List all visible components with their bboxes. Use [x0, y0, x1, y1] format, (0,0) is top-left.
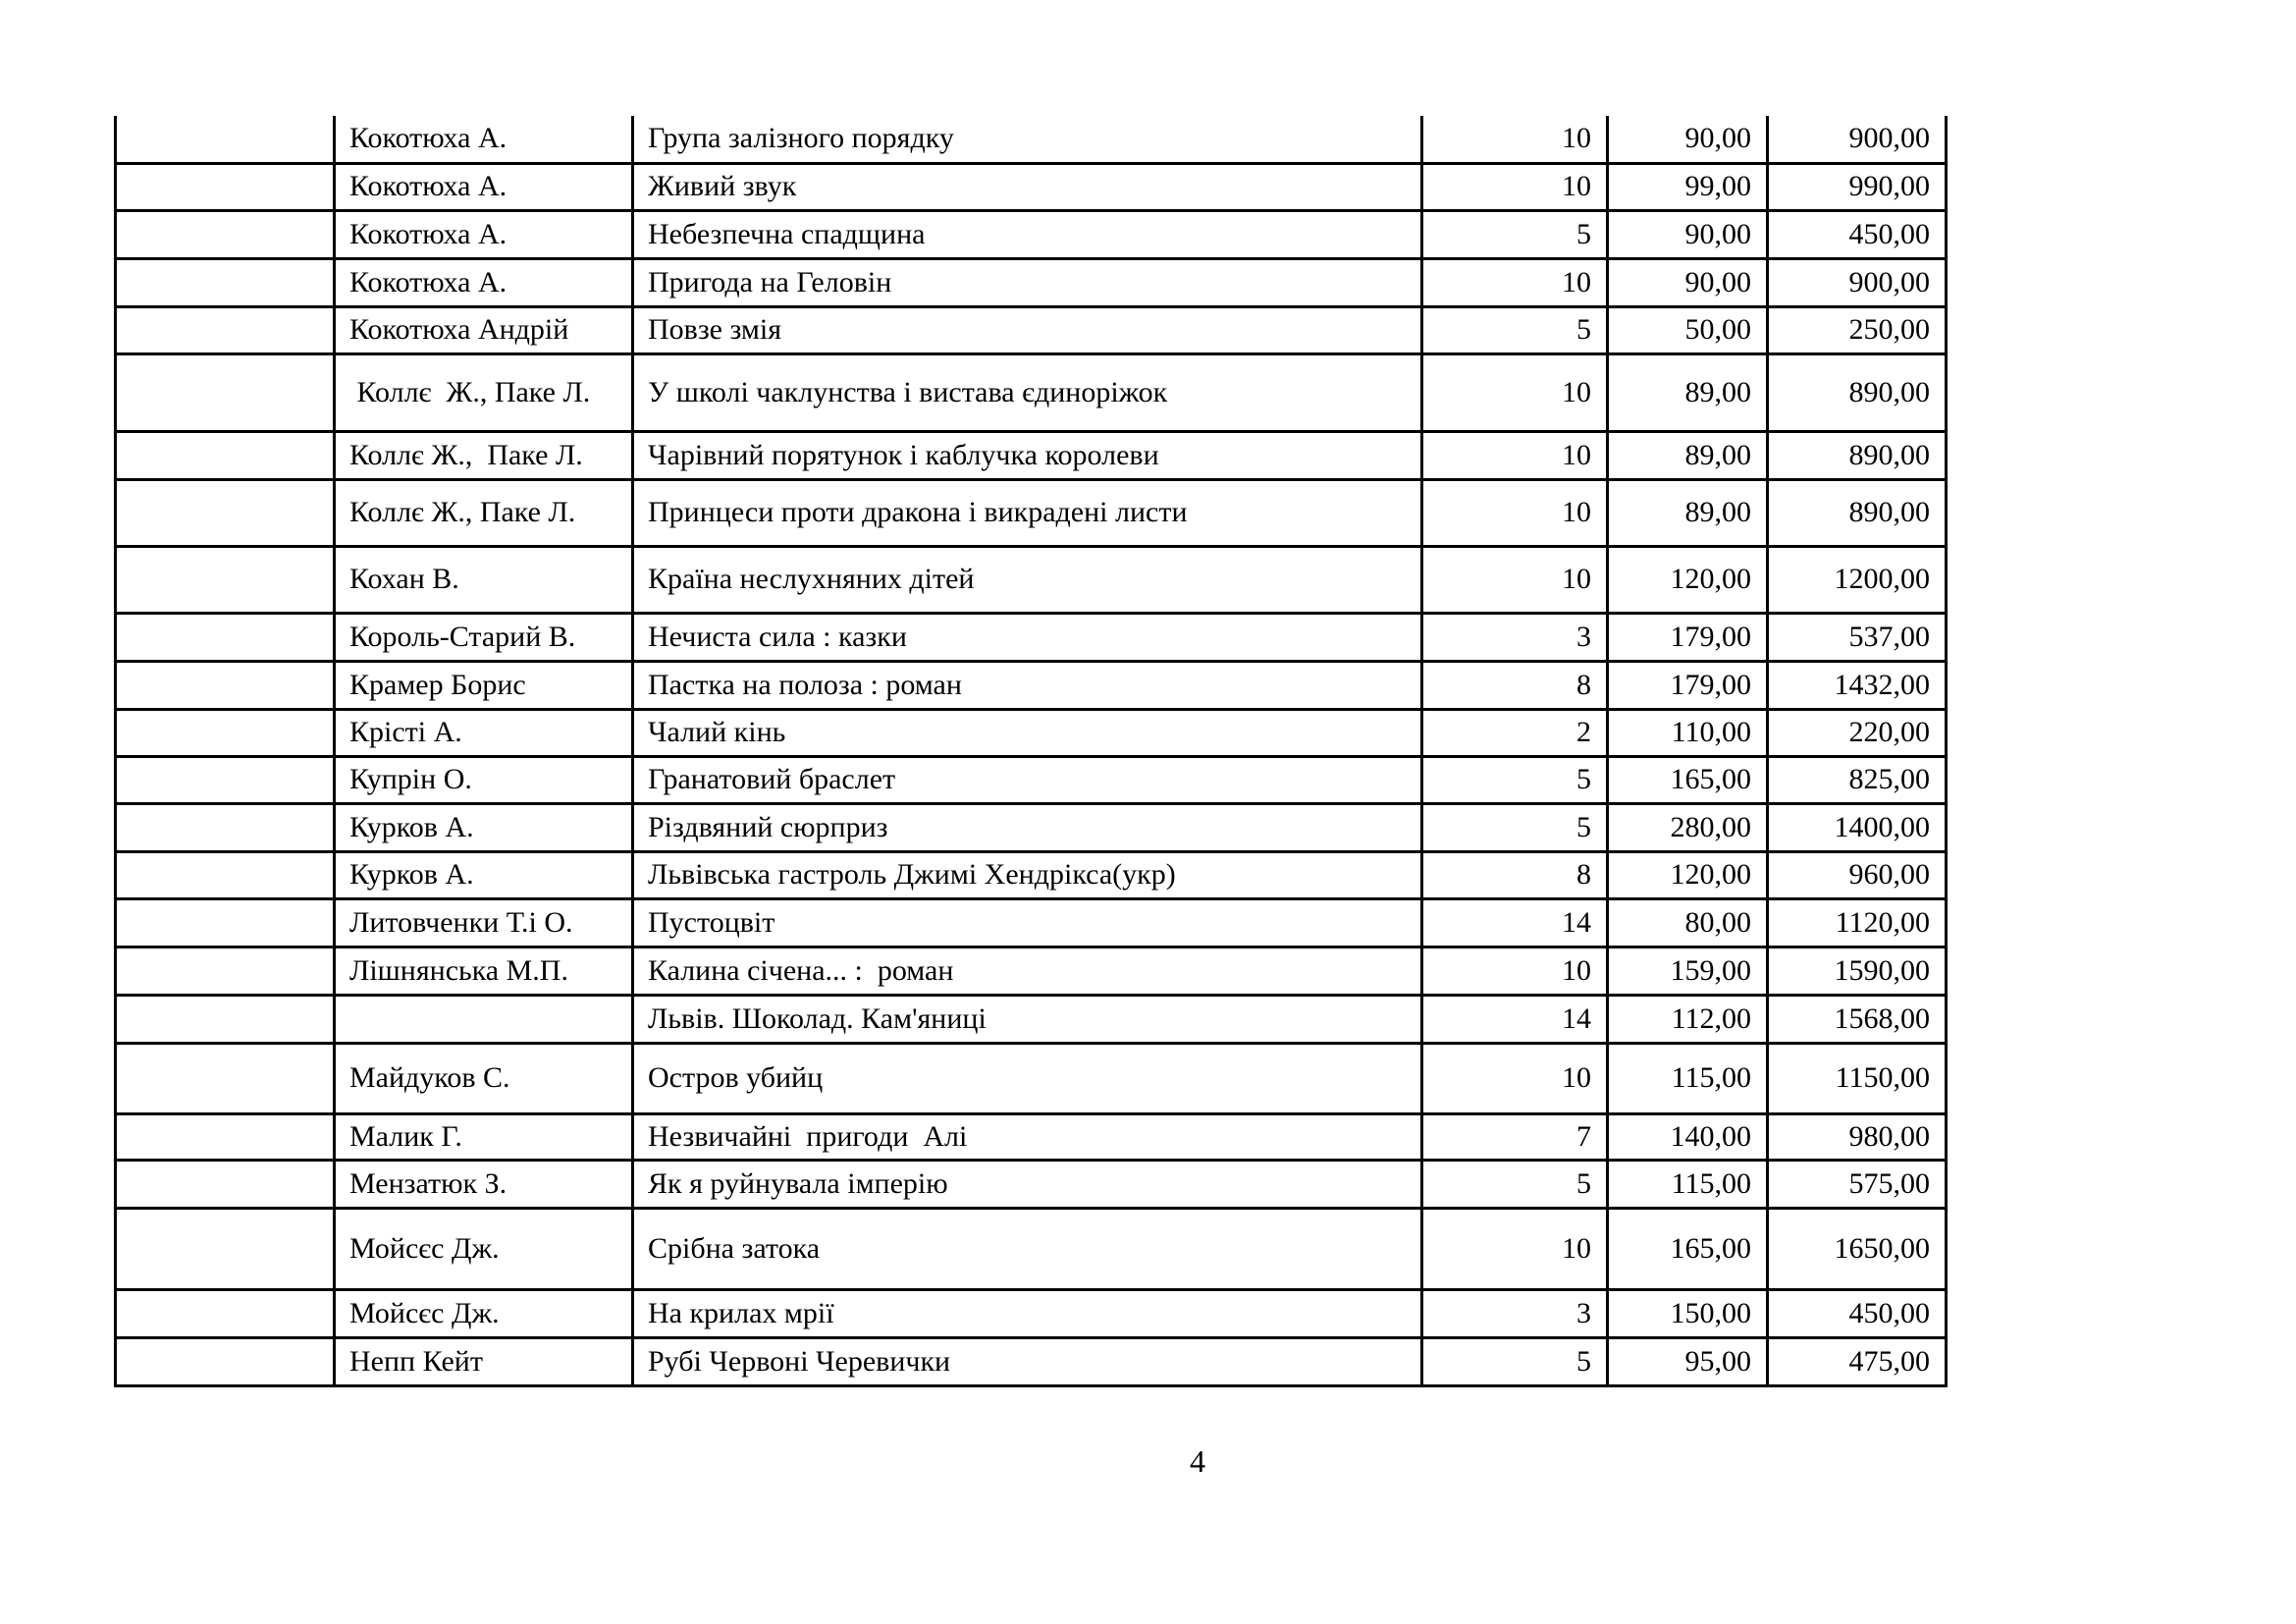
- quantity-cell: 7: [1422, 1113, 1608, 1160]
- row-index-cell: [116, 1043, 335, 1113]
- row-index-cell: [116, 995, 335, 1043]
- title-cell: На крилах мрії: [633, 1289, 1422, 1337]
- author-cell: Кохан В.: [335, 546, 633, 613]
- price-cell: 150,00: [1608, 1289, 1768, 1337]
- page-number: 4: [1190, 1443, 1205, 1479]
- title-cell: Країна неслухняних дітей: [633, 546, 1422, 613]
- total-cell: 1200,00: [1768, 546, 1947, 613]
- total-cell: 1568,00: [1768, 995, 1947, 1043]
- row-index-cell: [116, 1160, 335, 1208]
- author-cell: Литовченки Т.і О.: [335, 898, 633, 947]
- price-cell: 90,00: [1608, 116, 1768, 163]
- table-row: [116, 1113, 1947, 1160]
- total-cell: 220,00: [1768, 709, 1947, 756]
- author-cell: Кокотюха Андрій: [335, 306, 633, 353]
- price-cell: 90,00: [1608, 258, 1768, 306]
- table-row: [116, 613, 1947, 661]
- author-cell: Крісті А.: [335, 709, 633, 756]
- quantity-cell: 10: [1422, 431, 1608, 479]
- row-index-cell: [116, 613, 335, 661]
- price-cell: 80,00: [1608, 898, 1768, 947]
- title-cell: Різдвяний сюрприз: [633, 803, 1422, 851]
- price-cell: 120,00: [1608, 851, 1768, 898]
- total-cell: 450,00: [1768, 210, 1947, 258]
- title-cell: Небезпечна спадщина: [633, 210, 1422, 258]
- title-cell: Львів. Шоколад. Кам'яниці: [633, 995, 1422, 1043]
- total-cell: 475,00: [1768, 1337, 1947, 1385]
- author-cell: Кокотюха А.: [335, 116, 633, 163]
- price-cell: 165,00: [1608, 1208, 1768, 1289]
- table-row: [116, 210, 1947, 258]
- total-cell: 900,00: [1768, 116, 1947, 163]
- row-index-cell: [116, 851, 335, 898]
- quantity-cell: 10: [1422, 546, 1608, 613]
- quantity-cell: 5: [1422, 756, 1608, 803]
- total-cell: 980,00: [1768, 1113, 1947, 1160]
- author-cell: Курков А.: [335, 803, 633, 851]
- total-cell: 450,00: [1768, 1289, 1947, 1337]
- row-index-cell: [116, 431, 335, 479]
- row-index-cell: [116, 898, 335, 947]
- price-cell: 89,00: [1608, 479, 1768, 546]
- author-cell: Мойсєс Дж.: [335, 1289, 633, 1337]
- table-row: [116, 1337, 1947, 1385]
- total-cell: 990,00: [1768, 163, 1947, 210]
- title-cell: Повзе змія: [633, 306, 1422, 353]
- total-cell: 900,00: [1768, 258, 1947, 306]
- author-cell: Коллє Ж., Паке Л.: [335, 479, 633, 546]
- total-cell: 1400,00: [1768, 803, 1947, 851]
- title-cell: Пригода на Геловін: [633, 258, 1422, 306]
- row-index-cell: [116, 163, 335, 210]
- total-cell: 825,00: [1768, 756, 1947, 803]
- table-row: [116, 1160, 1947, 1208]
- title-cell: Чалий кінь: [633, 709, 1422, 756]
- quantity-cell: 10: [1422, 479, 1608, 546]
- title-cell: Рубі Червоні Черевички: [633, 1337, 1422, 1385]
- table-row: [116, 898, 1947, 947]
- row-index-cell: [116, 803, 335, 851]
- quantity-cell: 5: [1422, 803, 1608, 851]
- quantity-cell: 5: [1422, 210, 1608, 258]
- quantity-cell: 5: [1422, 306, 1608, 353]
- quantity-cell: 8: [1422, 851, 1608, 898]
- quantity-cell: 10: [1422, 258, 1608, 306]
- quantity-cell: 3: [1422, 613, 1608, 661]
- price-cell: 89,00: [1608, 431, 1768, 479]
- total-cell: 250,00: [1768, 306, 1947, 353]
- price-cell: 115,00: [1608, 1043, 1768, 1113]
- table-row: [116, 803, 1947, 851]
- row-index-cell: [116, 1289, 335, 1337]
- table-row: [116, 1208, 1947, 1289]
- total-cell: 1120,00: [1768, 898, 1947, 947]
- price-cell: 179,00: [1608, 613, 1768, 661]
- total-cell: 890,00: [1768, 431, 1947, 479]
- author-cell: Непп Кейт: [335, 1337, 633, 1385]
- quantity-cell: 14: [1422, 995, 1608, 1043]
- price-cell: 115,00: [1608, 1160, 1768, 1208]
- table-row: [116, 116, 1947, 163]
- quantity-cell: 10: [1422, 116, 1608, 163]
- row-index-cell: [116, 1113, 335, 1160]
- table-row: [116, 431, 1947, 479]
- author-cell: Малик Г.: [335, 1113, 633, 1160]
- total-cell: 890,00: [1768, 479, 1947, 546]
- quantity-cell: 14: [1422, 898, 1608, 947]
- title-cell: Пустоцвіт: [633, 898, 1422, 947]
- title-cell: Львівська гастроль Джимі Хендрікса(укр): [633, 851, 1422, 898]
- title-cell: Незвичайні пригоди Алі: [633, 1113, 1422, 1160]
- table-row: [116, 947, 1947, 995]
- price-cell: 110,00: [1608, 709, 1768, 756]
- quantity-cell: 10: [1422, 353, 1608, 431]
- row-index-cell: [116, 756, 335, 803]
- price-cell: 99,00: [1608, 163, 1768, 210]
- table-row: [116, 163, 1947, 210]
- author-cell: Кокотюха А.: [335, 210, 633, 258]
- price-cell: 95,00: [1608, 1337, 1768, 1385]
- author-cell: [335, 995, 633, 1043]
- price-cell: 112,00: [1608, 995, 1768, 1043]
- table-row: [116, 756, 1947, 803]
- row-index-cell: [116, 306, 335, 353]
- quantity-cell: 10: [1422, 1208, 1608, 1289]
- author-cell: Кокотюха А.: [335, 258, 633, 306]
- table-row: [116, 709, 1947, 756]
- row-index-cell: [116, 479, 335, 546]
- title-cell: Срібна затока: [633, 1208, 1422, 1289]
- book-order-table: [114, 116, 1948, 1387]
- author-cell: Мензатюк З.: [335, 1160, 633, 1208]
- price-cell: 179,00: [1608, 661, 1768, 709]
- price-cell: 280,00: [1608, 803, 1768, 851]
- row-index-cell: [116, 947, 335, 995]
- author-cell: Майдуков С.: [335, 1043, 633, 1113]
- total-cell: 1650,00: [1768, 1208, 1947, 1289]
- quantity-cell: 5: [1422, 1337, 1608, 1385]
- total-cell: 1150,00: [1768, 1043, 1947, 1113]
- row-index-cell: [116, 258, 335, 306]
- price-cell: 90,00: [1608, 210, 1768, 258]
- row-index-cell: [116, 709, 335, 756]
- author-cell: Купрін О.: [335, 756, 633, 803]
- title-cell: Пастка на полоза : роман: [633, 661, 1422, 709]
- quantity-cell: 5: [1422, 1160, 1608, 1208]
- quantity-cell: 8: [1422, 661, 1608, 709]
- author-cell: Крамер Борис: [335, 661, 633, 709]
- author-cell: Лішнянська М.П.: [335, 947, 633, 995]
- title-cell: Принцеси проти дракона і викрадені листи: [633, 479, 1422, 546]
- total-cell: 537,00: [1768, 613, 1947, 661]
- row-index-cell: [116, 661, 335, 709]
- price-cell: 89,00: [1608, 353, 1768, 431]
- title-cell: Група залізного порядку: [633, 116, 1422, 163]
- table-row: [116, 479, 1947, 546]
- price-cell: 140,00: [1608, 1113, 1768, 1160]
- title-cell: Як я руйнувала імперію: [633, 1160, 1422, 1208]
- table-row: [116, 995, 1947, 1043]
- title-cell: У школі чаклунства і вистава єдиноріжок: [633, 353, 1422, 431]
- price-cell: 120,00: [1608, 546, 1768, 613]
- price-cell: 50,00: [1608, 306, 1768, 353]
- table-row: [116, 306, 1947, 353]
- quantity-cell: 3: [1422, 1289, 1608, 1337]
- author-cell: Коллє Ж., Паке Л.: [335, 353, 633, 431]
- total-cell: 960,00: [1768, 851, 1947, 898]
- total-cell: 890,00: [1768, 353, 1947, 431]
- table-row: [116, 661, 1947, 709]
- title-cell: Остров убийц: [633, 1043, 1422, 1113]
- table-row: [116, 1043, 1947, 1113]
- table-row: [116, 546, 1947, 613]
- title-cell: Нечиста сила : казки: [633, 613, 1422, 661]
- quantity-cell: 2: [1422, 709, 1608, 756]
- quantity-cell: 10: [1422, 163, 1608, 210]
- row-index-cell: [116, 116, 335, 163]
- table-row: [116, 851, 1947, 898]
- title-cell: Живий звук: [633, 163, 1422, 210]
- row-index-cell: [116, 1208, 335, 1289]
- table-row: [116, 1289, 1947, 1337]
- author-cell: Король-Старий В.: [335, 613, 633, 661]
- row-index-cell: [116, 546, 335, 613]
- row-index-cell: [116, 210, 335, 258]
- table-row: [116, 258, 1947, 306]
- author-cell: Коллє Ж., Паке Л.: [335, 431, 633, 479]
- author-cell: Кокотюха А.: [335, 163, 633, 210]
- total-cell: 575,00: [1768, 1160, 1947, 1208]
- title-cell: Гранатовий браслет: [633, 756, 1422, 803]
- total-cell: 1590,00: [1768, 947, 1947, 995]
- row-index-cell: [116, 353, 335, 431]
- price-cell: 165,00: [1608, 756, 1768, 803]
- price-cell: 159,00: [1608, 947, 1768, 995]
- title-cell: Калина січена... : роман: [633, 947, 1422, 995]
- author-cell: Курков А.: [335, 851, 633, 898]
- title-cell: Чарівний порятунок і каблучка королеви: [633, 431, 1422, 479]
- author-cell: Мойсєс Дж.: [335, 1208, 633, 1289]
- row-index-cell: [116, 1337, 335, 1385]
- table-body: [116, 116, 1947, 1385]
- total-cell: 1432,00: [1768, 661, 1947, 709]
- table-row: [116, 353, 1947, 431]
- quantity-cell: 10: [1422, 947, 1608, 995]
- quantity-cell: 10: [1422, 1043, 1608, 1113]
